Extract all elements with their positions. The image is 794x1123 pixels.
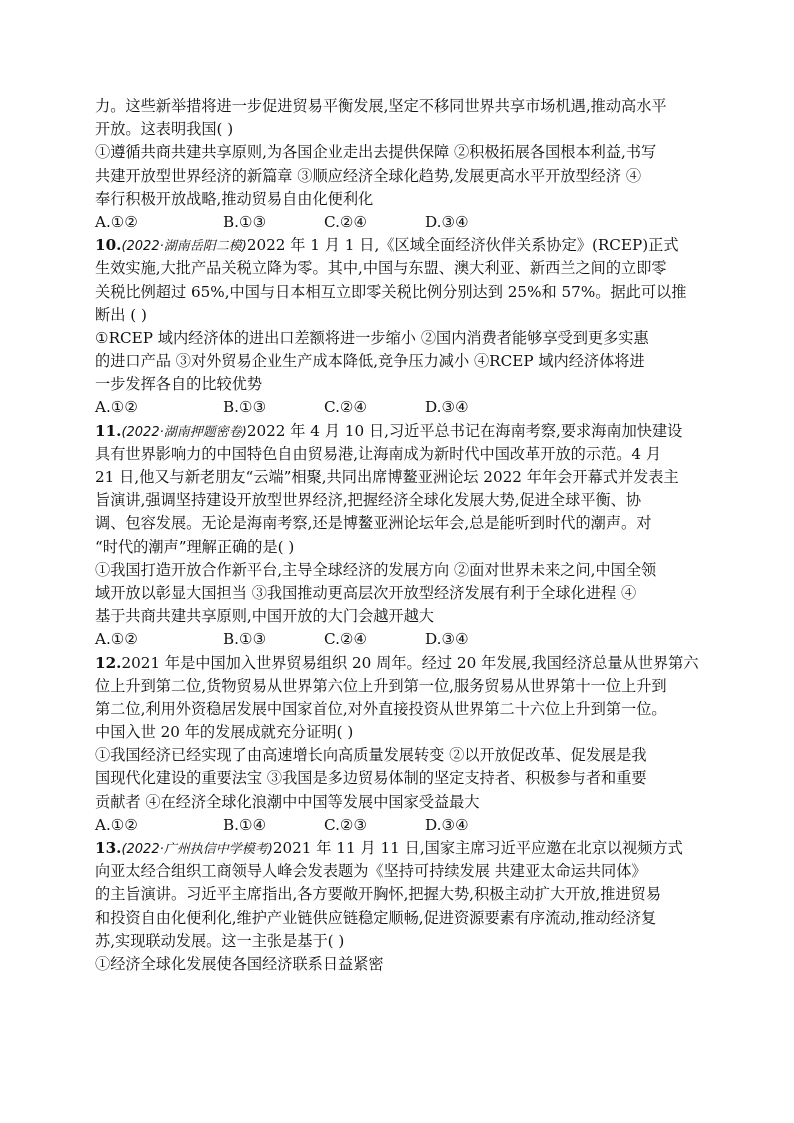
q13-line-1-text: 2021 年 11 月 11 日,国家主席习近平应邀在北京以视频方式 bbox=[272, 839, 683, 857]
q12-line-4: 中国入世 20 年的发展成就充分证明( ) bbox=[95, 723, 354, 742]
q11-line-2: 具有世界影响力的中国特色自由贸易港,让海南成为新时代中国改革开放的示范。4 月 bbox=[95, 444, 662, 463]
q9-line-4: 共建开放型世界经济的新篇章 ③顺应经济全球化趋势,发展更高水平开放型经济 ④ bbox=[95, 166, 642, 185]
q10-line-3: 关税比例超过 65%,中国与日本相互立即零关税比例分别达到 25%和 57%。据此可以推 bbox=[95, 282, 687, 301]
q11-option-c[interactable]: C.②④ bbox=[324, 630, 368, 649]
q13-line-3: 的主旨演讲。习近平主席指出,各方要敞开胸怀,把握大势,积极主动扩大开放,推进贸易 bbox=[95, 885, 662, 904]
q9-option-c[interactable]: C.②④ bbox=[324, 212, 368, 231]
q9-line-3: ①遵循共商共建共享原则,为各国企业走出去提供保障 ②积极拓展各国根本利益,书写 bbox=[95, 143, 657, 162]
document-page bbox=[95, 95, 701, 976]
q11-line-9: 基于共商共建共享原则,中国开放的大门会越开越大 bbox=[95, 607, 434, 626]
q10-line-1 bbox=[95, 234, 701, 257]
q10-line-1-text: 2022 年 1 月 1 日,《区域全面经济伙伴关系协定》(RCEP)正式 bbox=[246, 236, 679, 255]
q10-line-4: 断出 ( ) bbox=[95, 305, 147, 324]
q11-line-6: “时代的潮声”理解正确的是( ) bbox=[95, 537, 295, 556]
q10-line-7: 一步发挥各自的比较优势 bbox=[95, 375, 263, 394]
q11-option-d[interactable]: D.③④ bbox=[425, 630, 469, 649]
q11-source: (2022·湖南押题密卷) bbox=[121, 424, 247, 440]
q12-number: 12. bbox=[95, 653, 122, 672]
question-10 bbox=[95, 234, 701, 420]
q11-line-8: 域开放以彰显大国担当 ③我国推动更高层次开放型经济发展有利于全球化进程 ④ bbox=[95, 583, 637, 602]
q11-option-a[interactable]: A.①② bbox=[95, 630, 139, 649]
q11-number: 11. bbox=[95, 421, 122, 440]
q12-line-6: 国现代化建设的重要法宝 ③我国是多边贸易体制的坚定支持者、积极参与者和重要 bbox=[95, 769, 647, 788]
q13-line-2: 向亚太经合组织工商领导人峰会发表题为《坚持可持续发展 共建亚太命运共同体》 bbox=[95, 862, 647, 881]
q12-options bbox=[95, 814, 701, 837]
q10-line-2: 生效实施,大批产品关税立降为零。其中,中国与东盟、澳大利亚、新西兰之间的立即零 bbox=[95, 259, 667, 278]
q10-line-5: ①RCEP 域内经济体的进出口差额将进一步缩小 ②国内消费者能够享受到更多实惠 bbox=[95, 328, 649, 347]
q12-line-2: 位上升到第二位,货物贸易从世界第六位上升到第一位,服务贸易从世界第十一位上升到 bbox=[95, 676, 667, 695]
question-11 bbox=[95, 420, 701, 652]
q12-option-a[interactable]: A.①② bbox=[95, 815, 139, 834]
q13-line-6: ①经济全球化发展使各国经济联系日益紧密 bbox=[95, 954, 384, 973]
q12-line-7: 贡献者 ④在经济全球化浪潮中中国等发展中国家受益最大 bbox=[95, 792, 480, 811]
q10-source: (2022·湖南岳阳二模) bbox=[121, 239, 247, 255]
q13-line-5: 苏,实现联动发展。这一主张是基于( ) bbox=[95, 931, 345, 950]
q11-options bbox=[95, 628, 701, 651]
q9-line-5: 奉行积极开放战略,推动贸易自由化便利化 bbox=[95, 189, 374, 208]
q13-number: 13. bbox=[95, 839, 122, 857]
q12-line-1-text: 2021 年是中国加入世界贸易组织 20 周年。经过 20 年发展,我国经济总量从世界第六 bbox=[121, 653, 699, 672]
q9-options bbox=[95, 211, 701, 234]
q10-options bbox=[95, 396, 701, 419]
q11-line-4: 旨演讲,强调坚持建设开放型世界经济,把握经济全球化发展大势,促进全球平衡、协 bbox=[95, 491, 642, 510]
q11-line-7: ①我国打造开放合作新平台,主导全球经济的发展方向 ②面对世界未来之问,中国全领 bbox=[95, 560, 657, 579]
question-13 bbox=[95, 837, 701, 976]
q10-line-6: 的进口产品 ③对外贸易企业生产成本降低,竞争压力减小 ④RCEP 域内经济体将进 bbox=[95, 352, 645, 371]
q13-line-4: 和投资自由化便利化,维护产业链供应链稳定顺畅,促进资源要素有序流动,推动经济复 bbox=[95, 908, 657, 927]
q9-option-a[interactable]: A.①② bbox=[95, 212, 139, 231]
q11-line-5: 调、包容发展。无论是海南考察,还是博鳌亚洲论坛年会,总是能听到时代的潮声。对 bbox=[95, 514, 652, 533]
q12-line-5: ①我国经济已经实现了由高速增长向高质量发展转变 ②以开放促改革、促发展是我 bbox=[95, 746, 647, 765]
q12-line-3: 第二位,利用外资稳居发展中国家首位,对外直接投资从世界第二十六位上升到第一位。 bbox=[95, 699, 667, 718]
q10-option-a[interactable]: A.①② bbox=[95, 398, 139, 417]
q12-option-c[interactable]: C.②③ bbox=[324, 815, 368, 834]
q11-line-3: 21 日,他又与新老朋友“云端”相聚,共同出席博鳌亚洲论坛 2022 年年会开幕式并发表主 bbox=[95, 468, 679, 486]
q12-option-d[interactable]: D.③④ bbox=[425, 815, 469, 834]
q10-option-b[interactable]: B.①③ bbox=[223, 398, 267, 417]
q13-line-1 bbox=[95, 837, 701, 860]
q10-number: 10. bbox=[95, 236, 122, 255]
q9-line-1: 力。这些新举措将进一步促进贸易平衡发展,坚定不移同世界共享市场机遇,推动高水平 bbox=[95, 97, 667, 115]
q9-option-d[interactable]: D.③④ bbox=[425, 212, 469, 231]
question-12 bbox=[95, 652, 701, 838]
q13-source: (2022·广州执信中学模考) bbox=[121, 842, 273, 857]
q12-option-b[interactable]: B.①④ bbox=[223, 815, 267, 834]
q11-line-1-text: 2022 年 4 月 10 日,习近平总书记在海南考察,要求海南加快建设 bbox=[246, 421, 683, 440]
q12-line-1 bbox=[95, 652, 701, 675]
question-9 bbox=[95, 95, 701, 234]
q11-option-b[interactable]: B.①③ bbox=[223, 630, 267, 649]
q10-option-d[interactable]: D.③④ bbox=[425, 398, 469, 417]
q9-line-2: 开放。这表明我国( ) bbox=[95, 120, 234, 139]
q10-option-c[interactable]: C.②④ bbox=[324, 398, 368, 417]
q9-option-b[interactable]: B.①③ bbox=[223, 212, 267, 231]
q11-line-1 bbox=[95, 420, 701, 443]
